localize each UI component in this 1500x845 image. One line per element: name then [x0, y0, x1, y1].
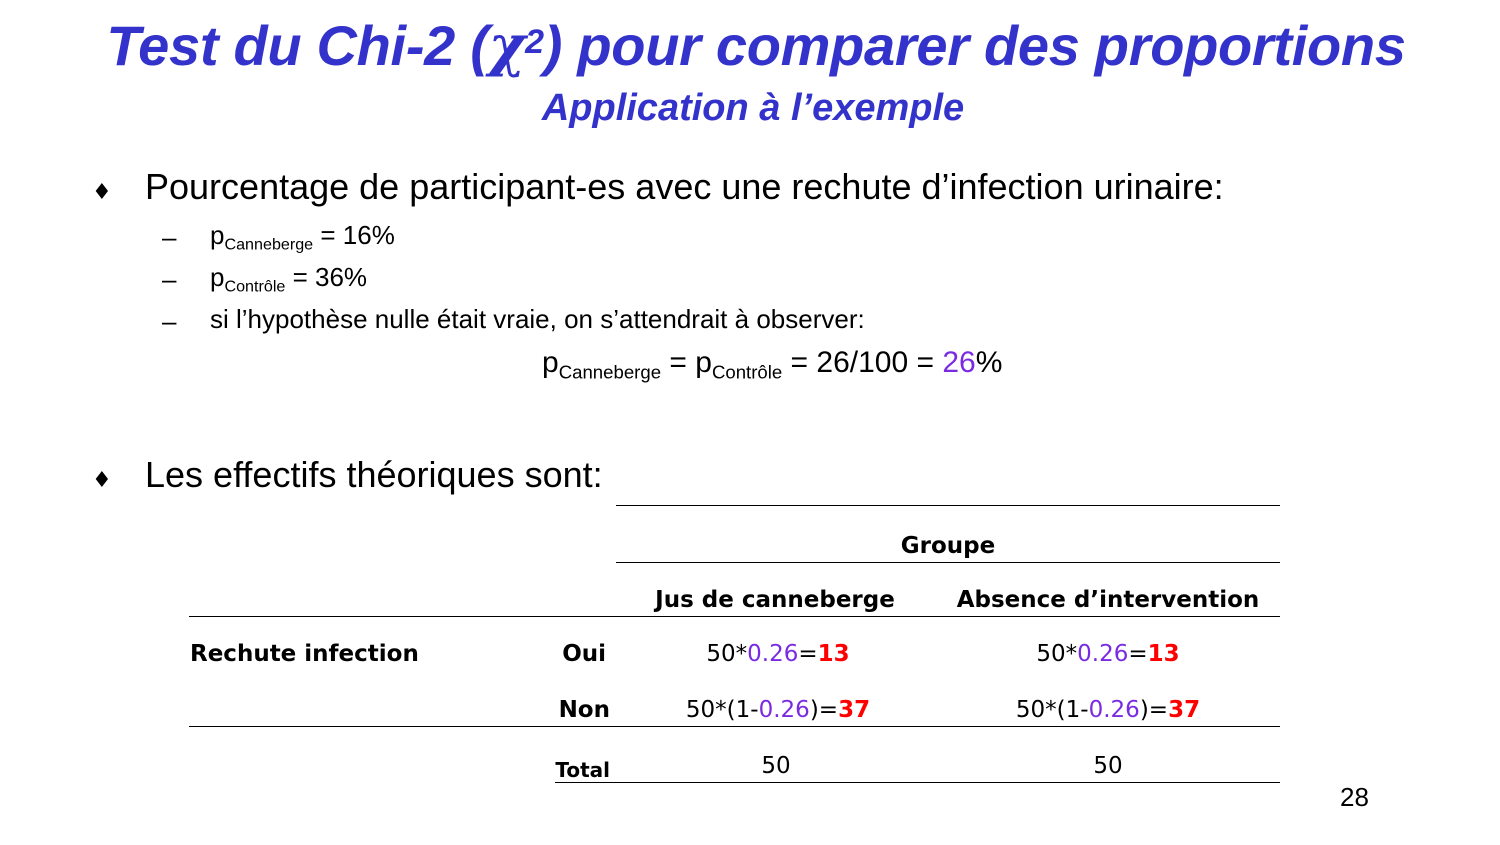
- dash-bullet-icon: –: [162, 264, 177, 294]
- dash-bullet-icon: –: [162, 222, 177, 252]
- column-header-canneberge: Jus de canneberge: [655, 587, 895, 613]
- dash-bullet-icon: –: [162, 306, 177, 336]
- table-rule: [616, 562, 1280, 563]
- table-rule: [189, 616, 1280, 617]
- sub-item-p-controle: $p_{Contrôle} = 36\%$: [210, 262, 368, 296]
- row-non: Non: [558, 697, 610, 723]
- cell-non-canneberge: 50*(1-0.26)=37: [685, 697, 871, 723]
- column-header-absence: Absence d’intervention: [956, 587, 1260, 613]
- cell-oui-canneberge: 50*0.26=13: [706, 641, 850, 667]
- sub-item-p-canneberge: $p_{Canneberge} = 16\%$: [210, 220, 395, 254]
- table-rule: [555, 782, 1280, 783]
- bullet-1: Pourcentage de participant-es avec une rechute d’infection urinaire:: [145, 166, 1224, 207]
- slide-subtitle: Application à l’exemple: [541, 87, 965, 129]
- diamond-bullet-icon: ♦: [92, 180, 112, 205]
- cell-non-absence: 50*(1-0.26)=37: [1015, 697, 1201, 723]
- table-rule: [189, 726, 1280, 727]
- diamond-bullet-icon: ♦: [92, 468, 112, 493]
- null-hypothesis-equation: $p_{Canneberge} = p_{Contrôle} = 26/100 = 26\%$: [542, 346, 1003, 383]
- bullet-2: Les effectifs théoriques sont:: [145, 454, 603, 495]
- chi-symbol: χ: [488, 13, 526, 79]
- row-total: Total: [555, 758, 610, 782]
- cell-oui-absence: 50*0.26=13: [1036, 641, 1180, 667]
- row-label-rechute: Rechute infection: [190, 641, 419, 667]
- group-header: Groupe: [900, 533, 996, 559]
- page-number: 28: [1340, 782, 1369, 812]
- slide-title: Test du Chi-2 $(\chi^2)$ pour comparer des proportions: [106, 13, 1406, 79]
- cell-total-absence: 50: [1093, 753, 1123, 779]
- cell-total-canneberge: 50: [761, 753, 791, 779]
- sub-item-hypothesis: si l’hypothèse nulle était vraie, on s’attendrait à observer:: [210, 304, 865, 334]
- table-rule: [616, 505, 1280, 506]
- row-oui: Oui: [562, 641, 606, 667]
